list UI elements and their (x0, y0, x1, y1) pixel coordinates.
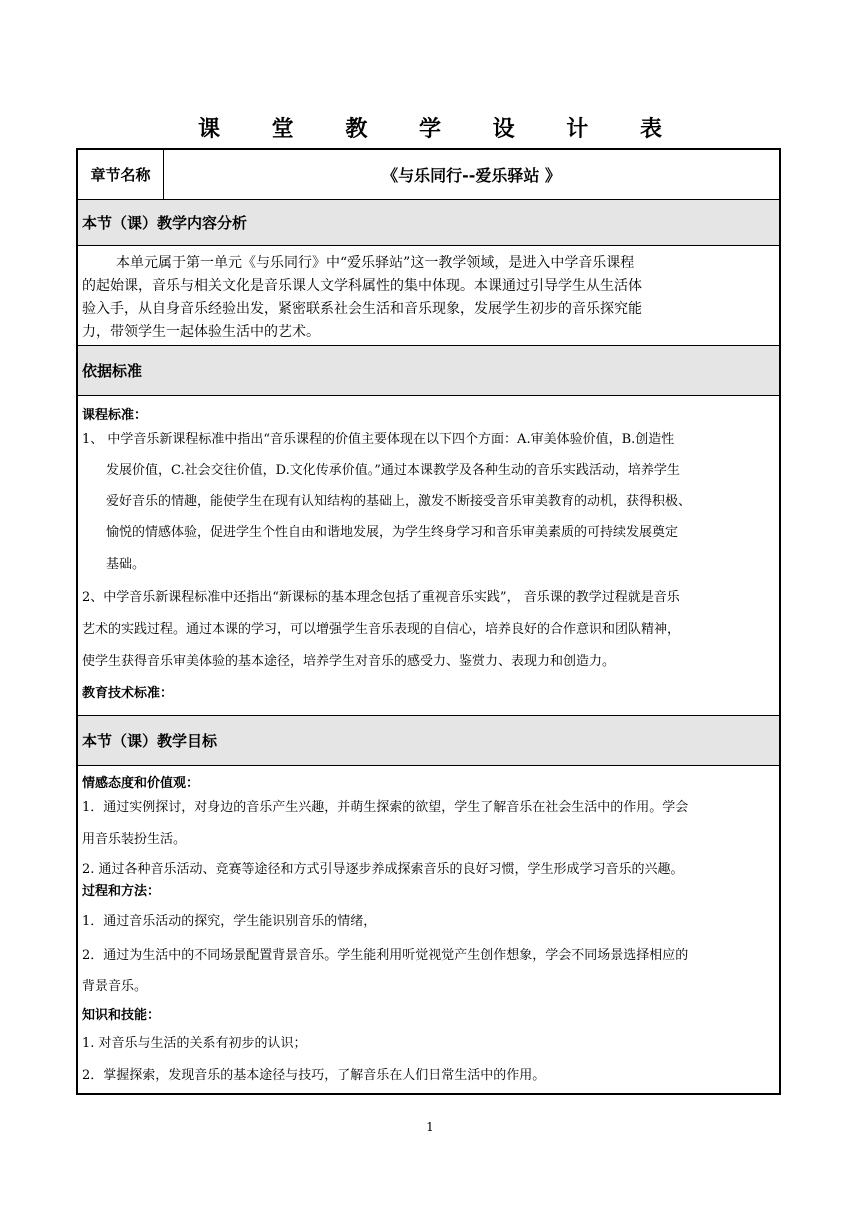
standards-heading: 依据标准 (78, 346, 779, 396)
process-line: 1．通过音乐活动的探究，学生能识别音乐的情绪， (82, 914, 377, 929)
attitude-line: 2. 通过各种音乐活动、竞赛等途径和方式引导逐步养成探索音乐的良好习惯，学生形成学习音乐的兴趣。 (82, 862, 684, 877)
chapter-value: 《与乐同行--爱乐驿站 》 (382, 166, 561, 185)
content-analysis-heading: 本节（课）教学内容分析 (78, 200, 779, 246)
content-line: 力，带领学生一起体验生活中的艺术。 (82, 324, 320, 340)
page-number: 1 (426, 1120, 434, 1134)
content-analysis-body (78, 246, 779, 346)
standard-line: 基础。 (106, 557, 146, 572)
process-label: 过程和方法： (82, 884, 161, 899)
standard-line: 使学生获得音乐审美体验的基本途径，培养学生对音乐的感受力、鉴赏力、表现力和创造力。 (82, 654, 616, 669)
attitude-line: 用音乐装扮生活。 (82, 832, 187, 847)
process-line: 背景音乐。 (82, 979, 148, 994)
skills-line: 2．掌握探索，发现音乐的基本途径与技巧，了解音乐在人们日常生活中的作用。 (82, 1068, 546, 1083)
attitude-label: 情感态度和价值观： (82, 776, 200, 791)
chapter-label: 章节名称 (78, 150, 164, 199)
content-line: 本单元属于第一单元《与乐同行》中“爱乐驿站”这一教学领域，是进入中学音乐课程 (116, 255, 635, 271)
standard-line: 艺术的实践过程。通过本课的学习，可以增强学生音乐表现的自信心，培养良好的合作意识和团队精神， (82, 622, 681, 637)
process-line: 2．通过为生活中的不同场景配置背景音乐。学生能利用听觉视觉产生创作想象，学会不同场景选择相应的 (82, 948, 689, 963)
tech-standard-label: 教育技术标准： (82, 686, 174, 701)
document-title: 课 堂 教 学 设 计 表 (198, 117, 684, 142)
standard-line: 爱好音乐的情趣，能使学生在现有认知结构的基础上，激发不断接受音乐审美教育的动机，获得积极、 (106, 494, 692, 509)
skills-line: 1. 对音乐与生活的关系有初步的认识； (82, 1036, 307, 1051)
goals-heading: 本节（课）教学目标 (78, 716, 779, 766)
standards-body (78, 396, 779, 716)
chapter-row (78, 150, 779, 200)
attitude-line: 1．通过实例探讨，对身边的音乐产生兴趣，并萌生探索的欲望，学生了解音乐在社会生活中的作用。学会 (82, 800, 689, 815)
standard-line: 2、中学音乐新课程标准中还指出“新课标的基本理念包括了重视音乐实践”， 音乐课的教学过程就是音乐 (82, 590, 680, 605)
lesson-design-table (76, 148, 781, 1095)
goals-body (78, 766, 779, 1095)
content-line: 验入手，从自身音乐经验出发，紧密联系社会生活和音乐现象，发展学生初步的音乐探究能 (82, 301, 642, 317)
course-standard-label: 课程标准： (82, 408, 148, 423)
standard-line: 1、 中学音乐新课程标准中指出“音乐课程的价值主要体现在以下四个方面：A.审美体验价值，B.创造性 (82, 432, 675, 447)
standard-line: 发展价值，C.社会交往价值，D.文化传承价值。”通过本课教学及各种生动的音乐实践活动，培养学生 (106, 463, 680, 478)
skills-label: 知识和技能： (82, 1008, 161, 1023)
standard-line: 愉悦的情感体验，促进学生个性自由和谐地发展，为学生终身学习和音乐审美素质的可持续发展奠定 (106, 525, 679, 540)
content-line: 的起始课，音乐与相关文化是音乐课人文学科属性的集中体现。本课通过引导学生从生活体 (82, 278, 642, 294)
